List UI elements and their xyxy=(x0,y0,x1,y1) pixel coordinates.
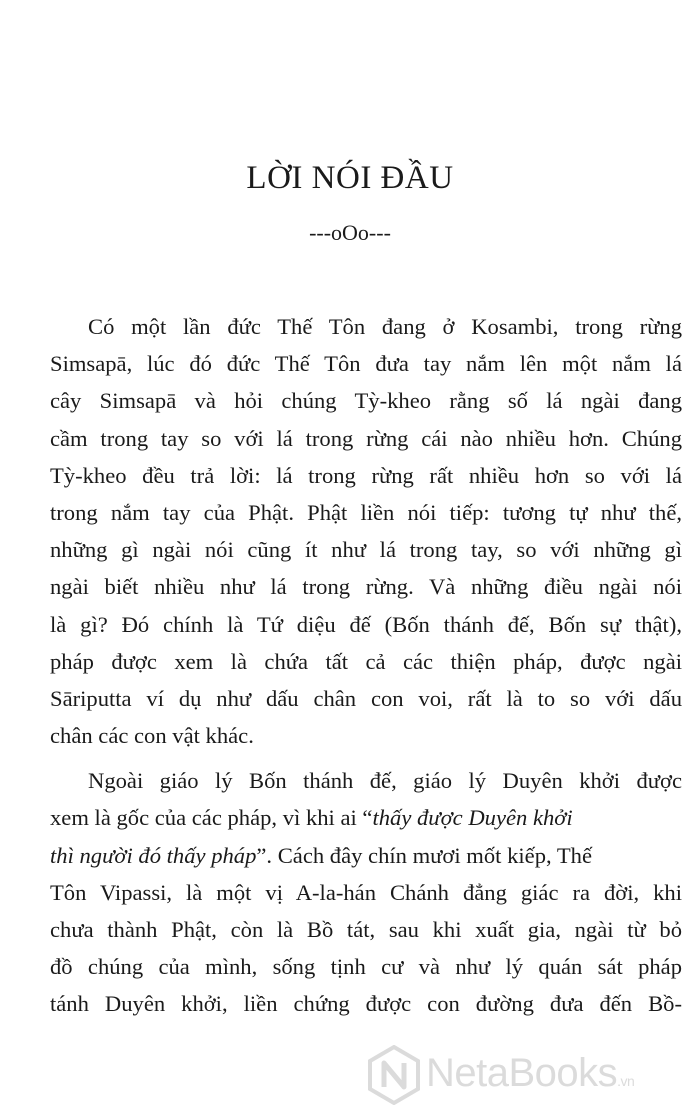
text-line: Tôn Vipassi, là một vị A-la-hán Chánh đẳng giác ra đời, khi xyxy=(50,879,682,905)
text-line: đồ chúng của mình, sống tịnh cư và như lý quán sát pháp xyxy=(50,954,682,980)
text-line: chưa thành Phật, còn là Bồ tát, sau khi xuất gia, ngài từ bỏ xyxy=(50,917,682,942)
text-line: ngài biết nhiều như lá trong rừng. Và những điều ngài nói xyxy=(50,574,682,600)
text-line: tánh Duyên khởi, liền chứng được con đường đưa đến Bồ- xyxy=(50,991,682,1017)
watermark xyxy=(368,1045,698,1105)
paragraph-2 xyxy=(50,762,682,1022)
text-line: Simsapā, lúc đó đức Thế Tôn đưa tay nắm lên một nắm lá xyxy=(50,351,682,377)
text-line: Có một lần đức Thế Tôn đang ở Kosambi, trong rừng xyxy=(88,314,682,339)
title-divider: ---oOo--- xyxy=(309,220,391,245)
text-line: cây Simsapā và hỏi chúng Tỳ-kheo rằng số lá ngài đang xyxy=(50,388,682,414)
paragraph-1 xyxy=(50,308,682,754)
text-line: Sāriputta ví dụ như dấu chân con voi, rất là to so với dấu xyxy=(50,685,682,711)
text-line: Tỳ-kheo đều trả lời: lá trong rừng rất nhiều hơn so với lá xyxy=(50,462,682,488)
text-run: xem là gốc của các pháp, vì khi ai “ xyxy=(50,805,373,831)
text-line: cầm trong tay so với lá trong rừng cái nào nhiều hơn. Chúng xyxy=(50,425,682,451)
text-line: chân các con vật khác. xyxy=(50,723,254,749)
netabooks-logo-icon xyxy=(368,1045,420,1105)
text-line: Ngoài giáo lý Bốn thánh đế, giáo lý Duyên khởi được xyxy=(88,768,682,794)
body-text xyxy=(50,308,682,1023)
italic-quote: thấy được Duyên khởi xyxy=(372,805,573,831)
text-line: những gì ngài nói cũng ít như lá trong tay, so với những gì xyxy=(50,537,682,563)
text-run: ”. Cách đây chín mươi mốt kiếp, Thế xyxy=(256,842,593,868)
watermark-brand: NetaBooks xyxy=(426,1051,618,1095)
text-line: pháp được xem là chứa tất cả các thiện pháp, được ngài xyxy=(50,648,682,674)
text-line xyxy=(50,837,682,874)
watermark-text xyxy=(426,1051,634,1096)
text-line xyxy=(50,799,682,836)
text-line: trong nắm tay của Phật. Phật liền nói tiếp: tương tự như thế, xyxy=(50,499,682,525)
page-title: LỜI NÓI ĐẦU xyxy=(246,160,454,196)
italic-quote: thì người đó thấy pháp xyxy=(50,842,257,868)
watermark-suffix: .vn xyxy=(617,1073,635,1089)
text-line: là gì? Đó chính là Tứ diệu đế (Bốn thánh đế, Bốn sự thật), xyxy=(50,611,682,637)
